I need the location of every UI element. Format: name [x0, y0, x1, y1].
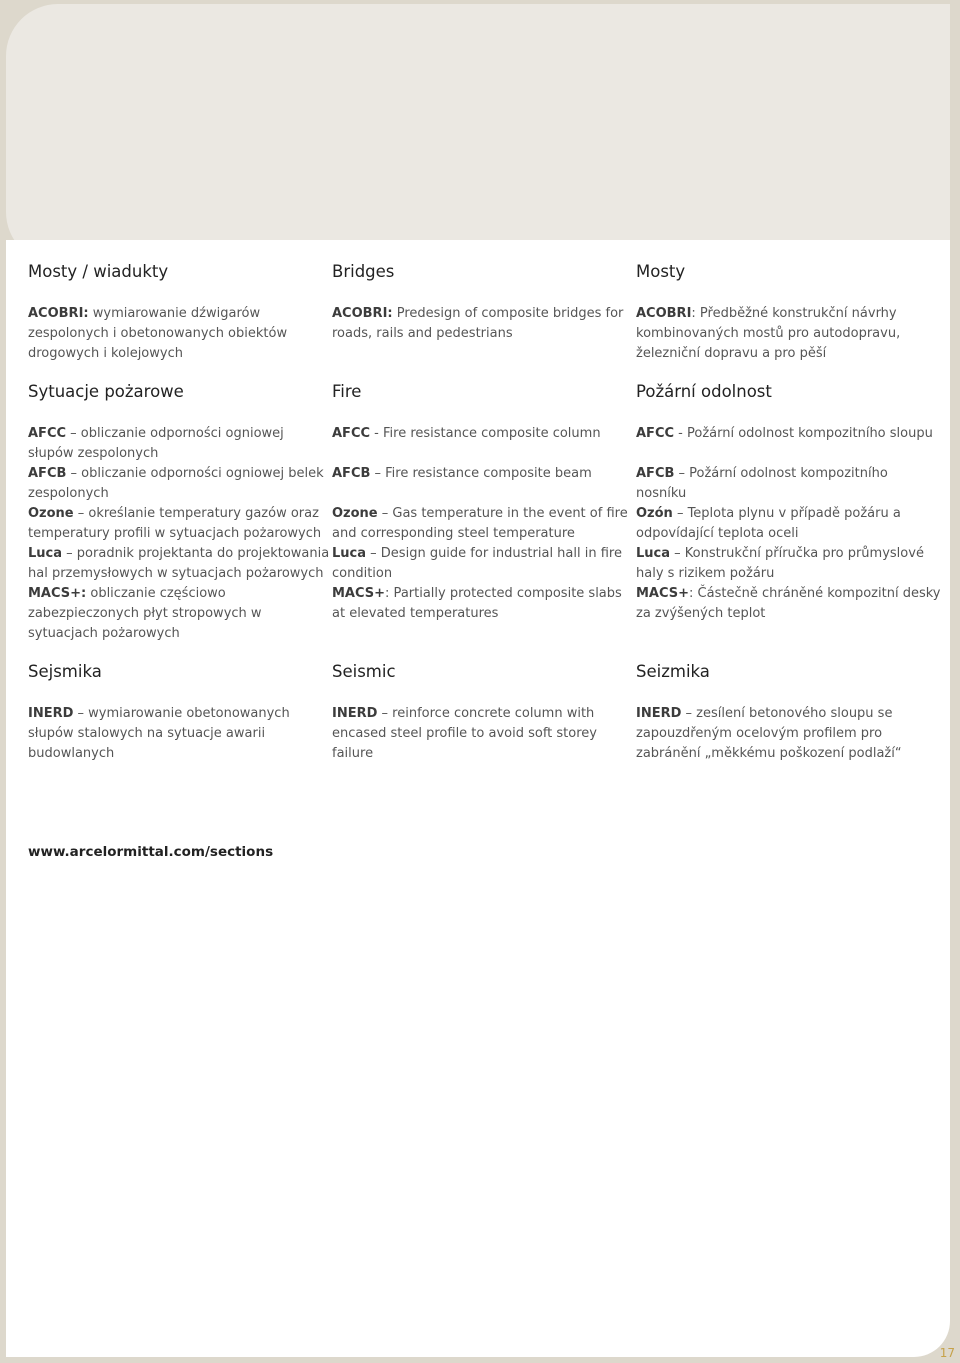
- tool-name: AFCC: [28, 426, 67, 441]
- bridges-heading: Mosty / wiadukty: [28, 262, 169, 281]
- fire-tool-line: [28, 624, 318, 644]
- tool-description: - Fire resistance composite column: [370, 426, 601, 441]
- fire-tool-line: [332, 564, 622, 584]
- seismic-tool-line: [28, 724, 318, 744]
- tool-description: : Částečně chráněné kompozitní desky: [689, 586, 941, 601]
- tool-description: obliczanie częściowo: [86, 586, 226, 601]
- tool-description: – reinforce concrete column with: [377, 706, 595, 721]
- seismic-tool-line: [636, 724, 926, 744]
- acobri-text: : Předběžné konstrukční návrhy: [691, 306, 897, 321]
- fire-tool-line: [636, 604, 926, 624]
- seismic-tool-line: [332, 724, 622, 744]
- acobri-line: kombinovaných mostů pro autodopravu,: [636, 326, 901, 341]
- fire-tool-line: [28, 504, 318, 524]
- acobri-paragraph: [332, 304, 622, 344]
- tool-description: – Design guide for industrial hall in fire: [366, 546, 622, 561]
- fire-tool-line: [332, 464, 622, 484]
- fire-tool-line: [636, 544, 926, 564]
- tool-description: odpovídající teplota oceli: [636, 526, 799, 541]
- seismic-heading: Seismic: [332, 662, 396, 681]
- tool-name: INERD: [28, 706, 74, 721]
- tool-name: AFCB: [28, 466, 67, 481]
- fire-tool-line: [28, 604, 318, 624]
- tool-description: zabránění „měkkému poškození podlaží“: [636, 746, 902, 761]
- tool-description: budowlanych: [28, 746, 115, 761]
- website-url[interactable]: www.arcelormittal.com/sections: [28, 844, 274, 860]
- seismic-heading: Sejsmika: [28, 662, 102, 681]
- tool-description: za zvýšených teplot: [636, 606, 766, 621]
- tool-description: – zesílení betonového sloupu se: [681, 706, 893, 721]
- fire-heading: Fire: [332, 382, 362, 401]
- fire-tools-list: [636, 424, 941, 624]
- bridges-heading: Bridges: [332, 262, 395, 281]
- seismic-tool-line: [28, 744, 318, 764]
- acobri-line: [28, 304, 318, 324]
- fire-tool-line: [28, 524, 322, 544]
- tool-description: - Požární odolnost kompozitního sloupu: [674, 426, 933, 441]
- acobri-paragraph: [28, 304, 318, 364]
- tool-name: MACS+: [636, 586, 690, 601]
- fire-tool-line: [636, 524, 926, 544]
- tool-name: Luca: [28, 546, 63, 561]
- acobri-line: zespolonych i obetonowanych obiektów: [28, 326, 288, 341]
- tool-name: Luca: [332, 546, 367, 561]
- tool-description: condition: [332, 566, 393, 581]
- bridges-heading: Mosty: [636, 262, 686, 281]
- tool-name: AFCB: [332, 466, 371, 481]
- tool-description: – Požární odolnost kompozitního: [674, 466, 888, 481]
- acobri-paragraph: [636, 304, 926, 364]
- acobri-line: [332, 304, 622, 324]
- fire-tool-line: [332, 524, 622, 544]
- tool-description: hal przemysłowych w sytuacjach pożarowych: [28, 566, 324, 581]
- tool-description: and corresponding steel temperature: [332, 526, 575, 541]
- tool-description: słupów zespolonych: [28, 446, 159, 461]
- tool-description: – określanie temperatury gazów oraz: [73, 506, 319, 521]
- fire-tool-line: [28, 544, 330, 564]
- fire-tool-line: [332, 504, 628, 524]
- tool-name: Luca: [636, 546, 671, 561]
- tool-description: – poradnik projektanta do projektowania: [62, 546, 330, 561]
- tool-description: encased steel profile to avoid soft storey: [332, 726, 597, 741]
- tool-description: – Fire resistance composite beam: [370, 466, 592, 481]
- seismic-tool-line: [28, 704, 318, 724]
- tool-description: – Teplota plynu v případě požáru a: [672, 506, 901, 521]
- fire-tools-list: [28, 424, 330, 644]
- tool-name: INERD: [636, 706, 682, 721]
- fire-tool-line: [332, 424, 622, 444]
- tool-description: sytuacjach pożarowych: [28, 626, 180, 641]
- seismic-tools-list: [28, 704, 318, 764]
- fire-tool-line: [28, 464, 324, 484]
- tool-name: Ozón: [636, 506, 673, 521]
- acobri-name: ACOBRI:: [28, 306, 89, 321]
- tool-description: failure: [332, 746, 374, 761]
- fire-tool-line: [332, 604, 622, 624]
- tool-description: – obliczanie odporności ogniowej belek: [66, 466, 324, 481]
- fire-tool-line: [636, 584, 941, 604]
- fire-heading: Sytuacje pożarowe: [28, 382, 184, 401]
- tool-description: at elevated temperatures: [332, 606, 499, 621]
- seismic-tool-line: [636, 704, 926, 724]
- fire-tool-line: [332, 584, 622, 604]
- tool-description: zapouzdřeným ocelovým profilem pro: [636, 726, 883, 741]
- content-sheet: [6, 240, 950, 1357]
- acobri-line: roads, rails and pedestrians: [332, 326, 513, 341]
- fire-tools-list: [332, 424, 628, 624]
- acobri-text: Predesign of composite bridges for: [392, 306, 624, 321]
- seismic-tool-line: [332, 704, 622, 724]
- acobri-name: ACOBRI:: [332, 306, 393, 321]
- acobri-line: železniční dopravu a pro pěší: [636, 346, 827, 361]
- fire-tool-line: [28, 484, 318, 504]
- tool-description: słupów stalowych na sytuacje awarii: [28, 726, 266, 741]
- tool-description: zabezpieczonych płyt stropowych w: [28, 606, 262, 621]
- fire-tool-line: [28, 444, 318, 464]
- tool-description: temperatury profili w sytuacjach pożarowych: [28, 526, 322, 541]
- header-panel: [6, 4, 950, 264]
- seismic-tools-list: [332, 704, 622, 764]
- fire-tool-line: [636, 504, 926, 524]
- seismic-tool-line: [636, 744, 926, 764]
- tool-name: MACS+:: [28, 586, 87, 601]
- acobri-name: ACOBRI: [636, 306, 692, 321]
- tool-description: – Gas temperature in the event of fire: [377, 506, 628, 521]
- spacer: [636, 444, 926, 464]
- fire-tool-line: [28, 564, 324, 584]
- tool-name: Ozone: [28, 506, 74, 521]
- tool-description: haly s rizikem požáru: [636, 566, 775, 581]
- fire-heading: Požární odolnost: [636, 382, 772, 401]
- tool-description: – obliczanie odporności ogniowej: [66, 426, 284, 441]
- tool-name: AFCC: [636, 426, 675, 441]
- spacer: [332, 444, 622, 464]
- acobri-line: [636, 304, 926, 324]
- tool-name: AFCB: [636, 466, 675, 481]
- tool-description: nosníku: [636, 486, 687, 501]
- fire-tool-line: [636, 424, 933, 444]
- fire-tool-line: [636, 564, 926, 584]
- fire-tool-line: [332, 544, 622, 564]
- tool-name: Ozone: [332, 506, 378, 521]
- acobri-text: wymiarowanie dźwigarów: [88, 306, 261, 321]
- fire-tool-line: [636, 464, 926, 484]
- tool-name: INERD: [332, 706, 378, 721]
- tool-name: MACS+: [332, 586, 386, 601]
- fire-tool-line: [636, 484, 926, 504]
- tool-description: zespolonych: [28, 486, 109, 501]
- tool-name: AFCC: [332, 426, 371, 441]
- spacer: [332, 484, 622, 504]
- page-number: 17: [939, 1346, 955, 1360]
- tool-description: – Konstrukční příručka pro průmyslové: [670, 546, 924, 561]
- acobri-line: drogowych i kolejowych: [28, 346, 183, 361]
- fire-tool-line: [28, 424, 318, 444]
- tool-description: – wymiarowanie obetonowanych: [73, 706, 290, 721]
- seismic-heading: Seizmika: [636, 662, 710, 681]
- seismic-tool-line: [332, 744, 622, 764]
- fire-tool-line: [28, 584, 318, 604]
- seismic-tools-list: [636, 704, 926, 764]
- tool-description: : Partially protected composite slabs: [385, 586, 622, 601]
